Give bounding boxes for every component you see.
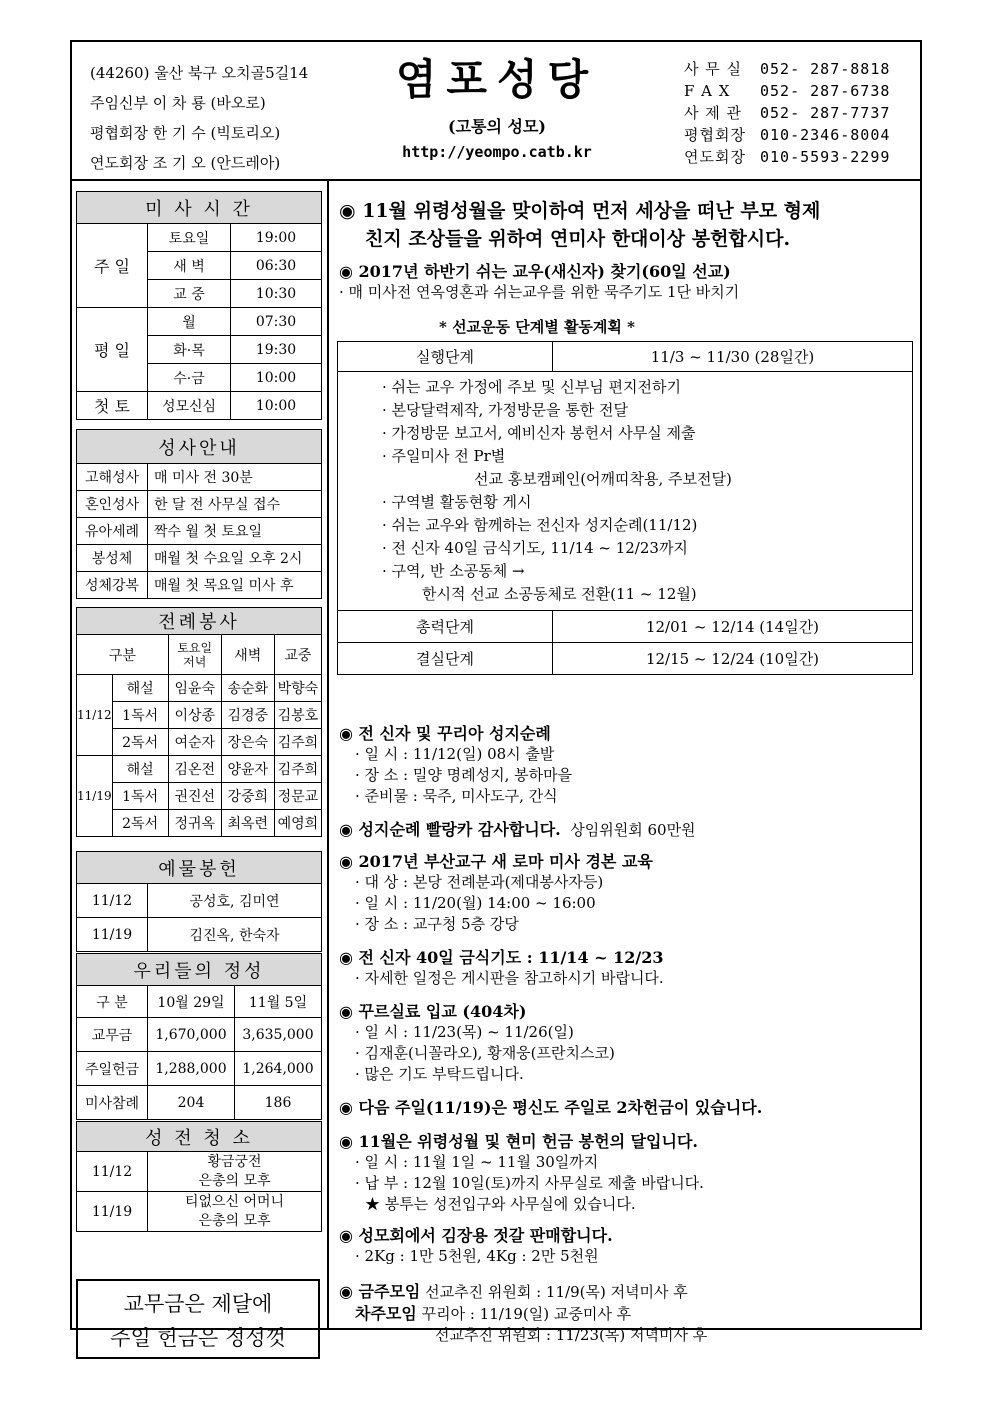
section-laity-sunday: ◉ 다음 주일(11/19)은 평신도 주일로 2차헌금이 있습니다.: [339, 1098, 763, 1117]
section-salted-fish-sale: ◉ 성모회에서 김장용 젓갈 판매합니다. · 2Kg : 1만 5천원, 4Kg : 2만 5천원: [339, 1226, 613, 1265]
plan-title: * 선교운동 단계별 활동계획 *: [439, 318, 635, 336]
section-pilgrimage: ◉ 전 신자 및 꾸리아 성지순례 · 일 시 : 11/12(일) 08시 출발 · 장 소 : 밀양 명례성지, 봉하마을 · 준비물 : 묵주, 미사도구, 간식: [339, 724, 573, 805]
address: (44260) 울산 북구 오치골5길14: [90, 64, 309, 82]
contact-office: 사 무 실 052- 287-8818: [684, 60, 891, 78]
bulletin-frame: [70, 40, 922, 1350]
section-fasting-prayer: ◉ 전 신자 40일 금식기도 : 11/14 ~ 12/23 · 자세한 일정은 게시판을 참고하시기 바랍니다.: [339, 948, 664, 987]
devotion-table: 우리들의 정성 구 분 10월 29일 11월 5일 교무금 1,670,000 3,635,000 주일헌금 1,288,000 1,264,000 미사참례 204 186: [76, 953, 322, 1120]
contact-council: 평협회장 010-2346-8004: [684, 126, 891, 144]
cleaning-table: 성 전 청 소 11/12 황금궁전 은총의 모후 11/19 티없으신 어머니 은총의 모후: [76, 1121, 322, 1232]
header-contacts: [684, 58, 890, 168]
contact-prayer: 연도회장 010-5593-2299: [684, 148, 891, 166]
prayer-chair: 연도회장 조 기 오 (안드레아): [90, 154, 281, 172]
section-lapsed-catholics: ◉ 2017년 하반기 쉬는 교우(새신자) 찾기(60일 선교) · 매 미사전 연옥영혼과 쉬는교우를 위한 묵주기도 1단 바치기: [339, 262, 740, 301]
header: [72, 42, 920, 181]
pastor: 주임신부 이 차 룡 (바오로): [90, 94, 266, 112]
contact-fax: F A X 052- 287-6738: [684, 82, 891, 100]
section-missal-education: ◉ 2017년 부산교구 새 로마 미사 경본 교육 · 대 상 : 본당 전례분과(제대봉사자등) · 일 시 : 11/20(월) 14:00 ~ 16:00 · 장 소 : 교구청 5층 강당: [339, 852, 653, 933]
council-chair: 평협회장 한 기 수 (빅토리오): [90, 124, 281, 142]
parish-url[interactable]: http://yeompo.catb.kr: [402, 143, 592, 161]
liturgy-table: 전례봉사 구분 토요일 저녁 새벽 교중 11/12 해설 임윤숙 송순화 박향숙 1독서 이상종 김경중 김봉호 2독서 여순자 장은숙 김주희 11/19 해설 김온전 양윤자 김주희 1독서 권진선 강중희 정문교 2독서 정귀옥 최옥련 예영희: [76, 607, 322, 837]
section-memorial-mass: ◉ 11월 위령성월을 맞이하여 먼저 세상을 떠난 부모 형제 친지 조상들을 위하여 연미사 한대이상 봉헌합시다.: [339, 200, 821, 250]
contact-rectory: 사 제 관 052- 287-7737: [684, 104, 891, 122]
offering-table: 예물봉헌 11/12 공성호, 김미연 11/19 김진옥, 한숙자: [76, 851, 322, 952]
left-column: [72, 179, 329, 1350]
notice-box: 교무금은 제달에 주일 헌금은 정성껏: [76, 1279, 320, 1359]
mass-times-table: 미 사 시 간 주 일 토요일 19:00 새 벽 06:30 교 중 10:30 평 일 월 07:30 화·목 19:30 수·금 10:00 첫 토 성모신심 10:00: [76, 191, 322, 420]
parish-title: 염포성당: [395, 55, 599, 104]
section-cursillo: ◉ 꾸르실료 입교 (404차) · 일 시 : 11/23(목) ~ 11/26(일) · 김재훈(니꼴라오), 황재웅(프란치스코) · 많은 기도 부탁드립니다.: [339, 1002, 615, 1083]
header-left: [90, 58, 308, 178]
parish-subtitle: (고통의 성모): [448, 117, 546, 136]
sacraments-table: 성사안내 고해성사 매 미사 전 30분 혼인성사 한 달 전 사무실 접수 유아세례 짝수 월 첫 토요일 봉성체 매월 첫 수요일 오후 2시 성체강복 매월 첫 목요일 미사 후: [76, 429, 322, 599]
mission-plan-table: 실행단계 11/3 ~ 11/30 (28일간) · 쉬는 교우 가정에 주보 및 신부님 편지전하기 · 본당달력제작, 가정방문을 통한 전달 · 가정방문 보고서, 예비신자 봉헌서 사무실 제출 · 주일미사 전 Pr별 선교 홍보캠페인(어깨띠착용, 주보전달) · 구역별 활동현황 게시 · 쉬는 교우와 함께하는 전신자 성지순례(11/12) · 전 신자 40일 금식기도, 11/14 ~ 12/23까지 · 구역, 반 소공동체 → 한시적 선교 소공동체로 전환(11 ~ 12월) 총력단계 12/01 ~ 12/14 (14일간) 결실단계 12/15 ~ 12/24 (10일간): [337, 341, 913, 675]
section-palanca-thanks: ◉ 성지순례 빨랑카 감사합니다. 상임위원회 60만원: [339, 820, 696, 839]
header-center: [392, 52, 602, 161]
section-meetings: ◉ 금주모임 선교추진 위원회 : 11/9(목) 저녁미사 후 차주모임 꾸리아 : 11/19(일) 교중미사 후 선교추진 위원회 : 11/23(목) 저녁미사 후: [339, 1282, 708, 1344]
section-november-offering: ◉ 11월은 위령성월 및 현미 헌금 봉헌의 달입니다. · 일 시 : 11월 1일 ~ 11월 30일까지 · 납 부 : 12월 10일(토)까지 사무실로 제출 바랍니다. ★ 봉투는 성전입구와 사무실에 있습니다.: [339, 1132, 704, 1213]
